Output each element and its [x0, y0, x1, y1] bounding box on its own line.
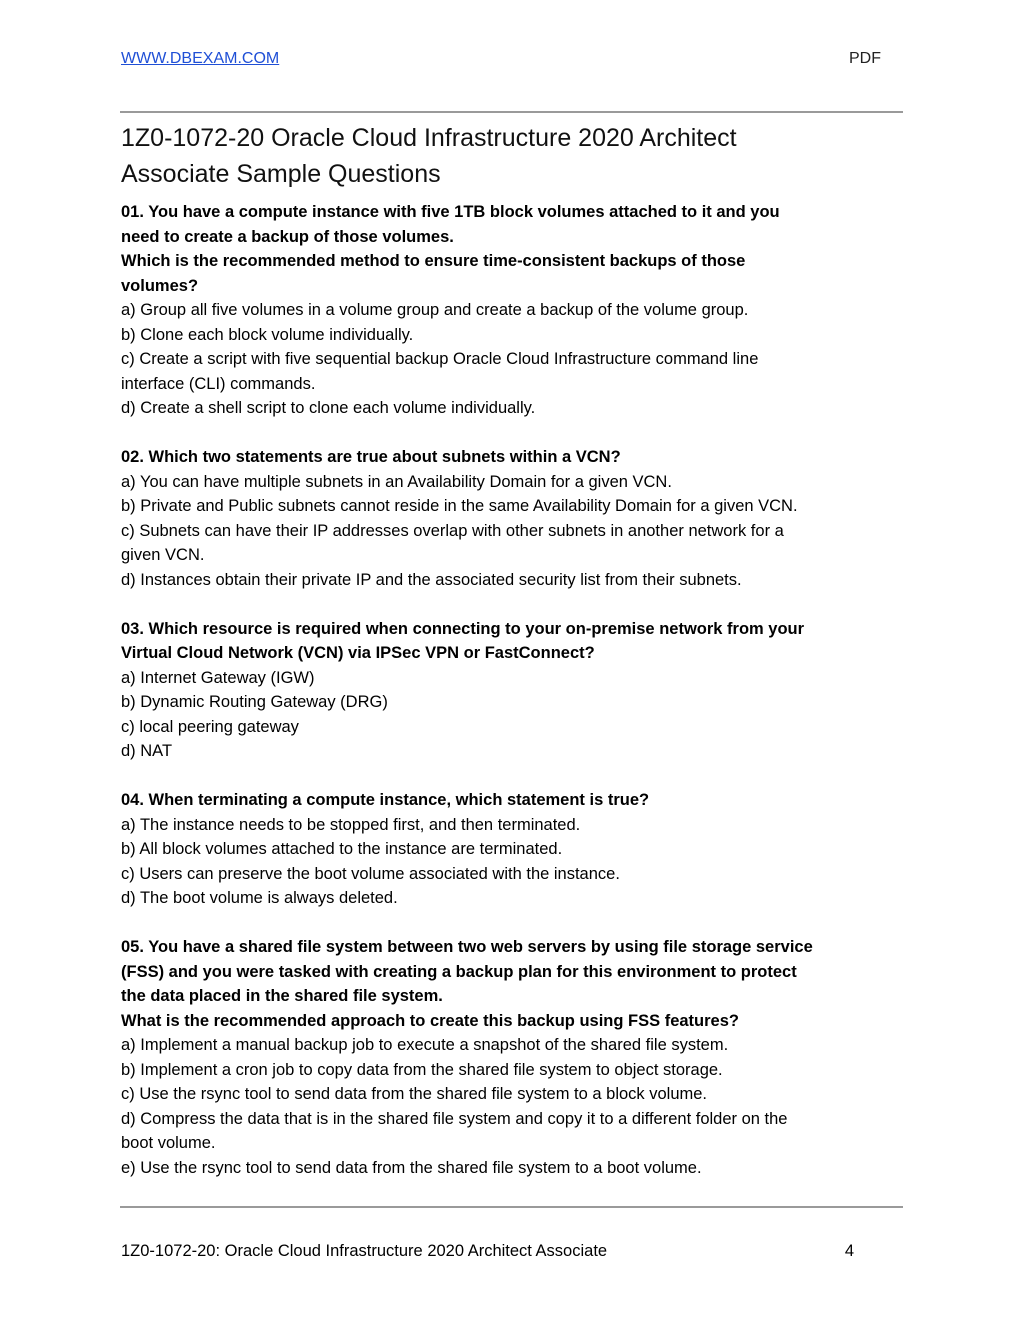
title-line: 1Z0-1072-20 Oracle Cloud Infrastructure 2020 Architect — [121, 124, 737, 152]
answer-option: b) Private and Public subnets cannot reside in the same Availability Domain for a given VCN. — [121, 497, 798, 515]
question-text: Virtual Cloud Network (VCN) via IPSec VPN or FastConnect? — [121, 644, 595, 662]
answer-option: c) Subnets can have their IP addresses overlap with other subnets in another network for a — [121, 521, 784, 540]
answer-option: d) Compress the data that is in the shared file system and copy it to a different folder on the — [121, 1109, 788, 1128]
answer-option: a) The instance needs to be stopped first, and then terminated. — [121, 815, 581, 834]
page-footer — [121, 1240, 854, 1264]
footer-divider — [120, 1206, 903, 1208]
answer-option: boot volume. — [121, 1134, 216, 1152]
answer-option: a) Implement a manual backup job to execute a snapshot of the shared file system. — [121, 1036, 729, 1054]
answer-option: a) Internet Gateway (IGW) — [121, 668, 315, 687]
question-block — [121, 445, 901, 592]
question-block — [121, 788, 901, 911]
answer-option: d) Instances obtain their private IP and the associated security list from their subnets. — [121, 570, 742, 589]
question-text: Which is the recommended method to ensure time-consistent backups of those — [121, 252, 746, 270]
answer-option: a) Group all five volumes in a volume group and create a backup of the volume group. — [121, 301, 749, 319]
answer-option: a) You can have multiple subnets in an Availability Domain for a given VCN. — [121, 472, 672, 491]
question-block — [121, 617, 901, 764]
question-list — [121, 200, 901, 1205]
footer-title: 1Z0-1072-20: Oracle Cloud Infrastructure 2020 Architect Associate — [121, 1242, 608, 1260]
page-header — [121, 48, 881, 72]
title-line: Associate Sample Questions — [121, 160, 441, 188]
page-title — [121, 120, 881, 192]
question-text: need to create a backup of those volumes. — [121, 227, 454, 246]
question-text: 03. Which resource is required when connecting to your on-premise network from your — [121, 619, 805, 638]
question-text: volumes? — [121, 276, 199, 295]
question-text: 02. Which two statements are true about subnets within a VCN? — [121, 448, 621, 466]
answer-option: b) Dynamic Routing Gateway (DRG) — [121, 693, 388, 711]
question-text: 05. You have a shared file system between two web servers by using file storage service — [121, 938, 813, 956]
answer-option: e) Use the rsync tool to send data from the shared file system to a boot volume. — [121, 1158, 702, 1177]
answer-option: c) local peering gateway — [121, 717, 299, 736]
format-label: PDF — [849, 50, 881, 67]
answer-option: b) Clone each block volume individually. — [121, 325, 414, 344]
site-link[interactable]: WWW.DBEXAM.COM — [121, 50, 280, 67]
answer-option: b) Implement a cron job to copy data from the shared file system to object storage. — [121, 1060, 723, 1079]
answer-option: d) Create a shell script to clone each volume individually. — [121, 399, 536, 417]
question-text: 04. When terminating a compute instance, which statement is true? — [121, 791, 650, 809]
question-text: (FSS) and you were tasked with creating a backup plan for this environment to protect — [121, 962, 797, 981]
page-number: 4 — [844, 1242, 854, 1260]
question-text: 01. You have a compute instance with five 1TB block volumes attached to it and you — [121, 203, 780, 221]
answer-option: given VCN. — [121, 546, 205, 564]
question-block — [121, 935, 901, 1180]
answer-option: c) Use the rsync tool to send data from the shared file system to a block volume. — [121, 1085, 708, 1103]
question-block — [121, 200, 901, 421]
answer-option: b) All block volumes attached to the instance are terminated. — [121, 840, 563, 858]
question-text: What is the recommended approach to create this backup using FSS features? — [121, 1011, 739, 1030]
header-divider — [120, 111, 903, 113]
answer-option: interface (CLI) commands. — [121, 374, 316, 393]
answer-option: d) NAT — [121, 742, 173, 760]
answer-option: c) Create a script with five sequential backup Oracle Cloud Infrastructure command line — [121, 350, 759, 368]
question-text: the data placed in the shared file system. — [121, 987, 443, 1005]
answer-option: c) Users can preserve the boot volume associated with the instance. — [121, 864, 620, 883]
answer-option: d) The boot volume is always deleted. — [121, 889, 398, 907]
